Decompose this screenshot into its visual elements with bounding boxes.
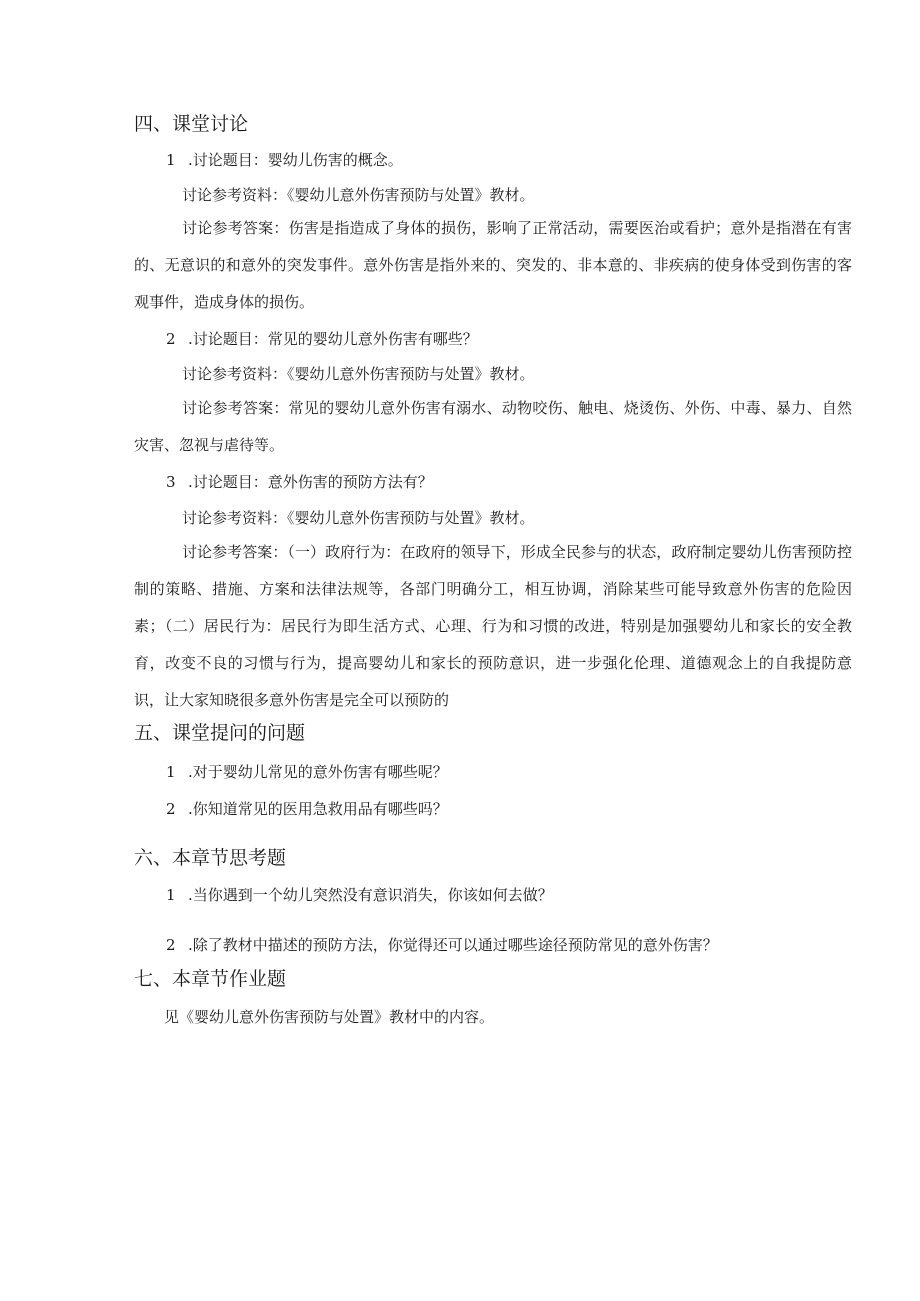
item-number: 1 xyxy=(166,763,176,781)
item-number: 1 xyxy=(166,151,176,169)
discussion-reference-1: 讨论参考资料：《婴幼儿意外伤害预防与处置》教材。 xyxy=(182,186,535,204)
homework-text: 见《婴幼儿意外伤害预防与处置》教材中的内容。 xyxy=(164,1008,495,1026)
discussion-topic-1 xyxy=(166,150,403,170)
item-number: 3 xyxy=(166,473,176,491)
topic-text: .讨论题目：意外伤害的预防方法有？ xyxy=(188,473,433,491)
section-heading-reflection: 六、本章节思考题 xyxy=(134,847,287,869)
topic-text: .讨论题目：常见的婴幼儿意外伤害有哪些？ xyxy=(188,330,478,348)
topic-text: .讨论题目：婴幼儿伤害的概念。 xyxy=(188,151,403,169)
discussion-answer-2: 讨论参考答案：常见的婴幼儿意外伤害有溺水、动物咬伤、触电、烧烫伤、外伤、中毒、暴力、自然灾害、忽视与虐待等。 xyxy=(134,399,852,454)
question-text: .你知道常见的医用急救用品有哪些吗？ xyxy=(188,800,448,818)
question-item-2 xyxy=(166,799,448,819)
question-item-1 xyxy=(166,762,448,782)
discussion-answer-1: 讨论参考答案：伤害是指造成了身体的损伤，影响了正常活动，需要医治或看护；意外是指潜在有害的、无意识的和意外的突发事件。意外伤害是指外来的、突发的、非本意的、非疾病的使身体受到伤害的客观事件，造成身体的损伤。 xyxy=(134,219,852,311)
item-number: 2 xyxy=(166,800,176,818)
reflection-item-1 xyxy=(166,885,553,905)
discussion-topic-3 xyxy=(166,472,433,492)
section-heading-discussion: 四、课堂讨论 xyxy=(134,113,249,135)
reflection-item-2 xyxy=(166,935,718,955)
discussion-topic-2 xyxy=(166,329,478,349)
reflection-text: .当你遇到一个幼儿突然没有意识消失，你该如何去做？ xyxy=(188,886,553,904)
discussion-reference-2: 讨论参考资料：《婴幼儿意外伤害预防与处置》教材。 xyxy=(182,365,535,383)
item-number: 2 xyxy=(166,330,176,348)
reflection-text: .除了教材中描述的预防方法，你觉得还可以通过哪些途径预防常见的意外伤害？ xyxy=(188,936,718,954)
discussion-reference-3: 讨论参考资料：《婴幼儿意外伤害预防与处置》教材。 xyxy=(182,509,535,527)
section-heading-questions: 五、课堂提问的问题 xyxy=(134,722,306,744)
question-text: .对于婴幼儿常见的意外伤害有哪些呢？ xyxy=(188,763,448,781)
item-number: 2 xyxy=(166,936,176,954)
discussion-answer-3: 讨论参考答案：（一）政府行为：在政府的领导下，形成全民参与的状态，政府制定婴幼儿伤害预防控制的策略、措施、方案和法律法规等，各部门明确分工，相互协调，消除某些可能导致意外伤害的危险因素；（二）居民行为：居民行为即生活方式、心理、行为和习惯的改进，特别是加强婴幼儿和家长的安全教育，改变不良的习惯与行为，提高婴幼儿和家长的预防意识，进一步强化伦理、道德观念上的自我提防意识，让大家知晓很多意外伤害是完全可以预防的 xyxy=(134,543,852,709)
item-number: 1 xyxy=(166,886,176,904)
section-heading-homework: 七、本章节作业题 xyxy=(134,968,287,990)
